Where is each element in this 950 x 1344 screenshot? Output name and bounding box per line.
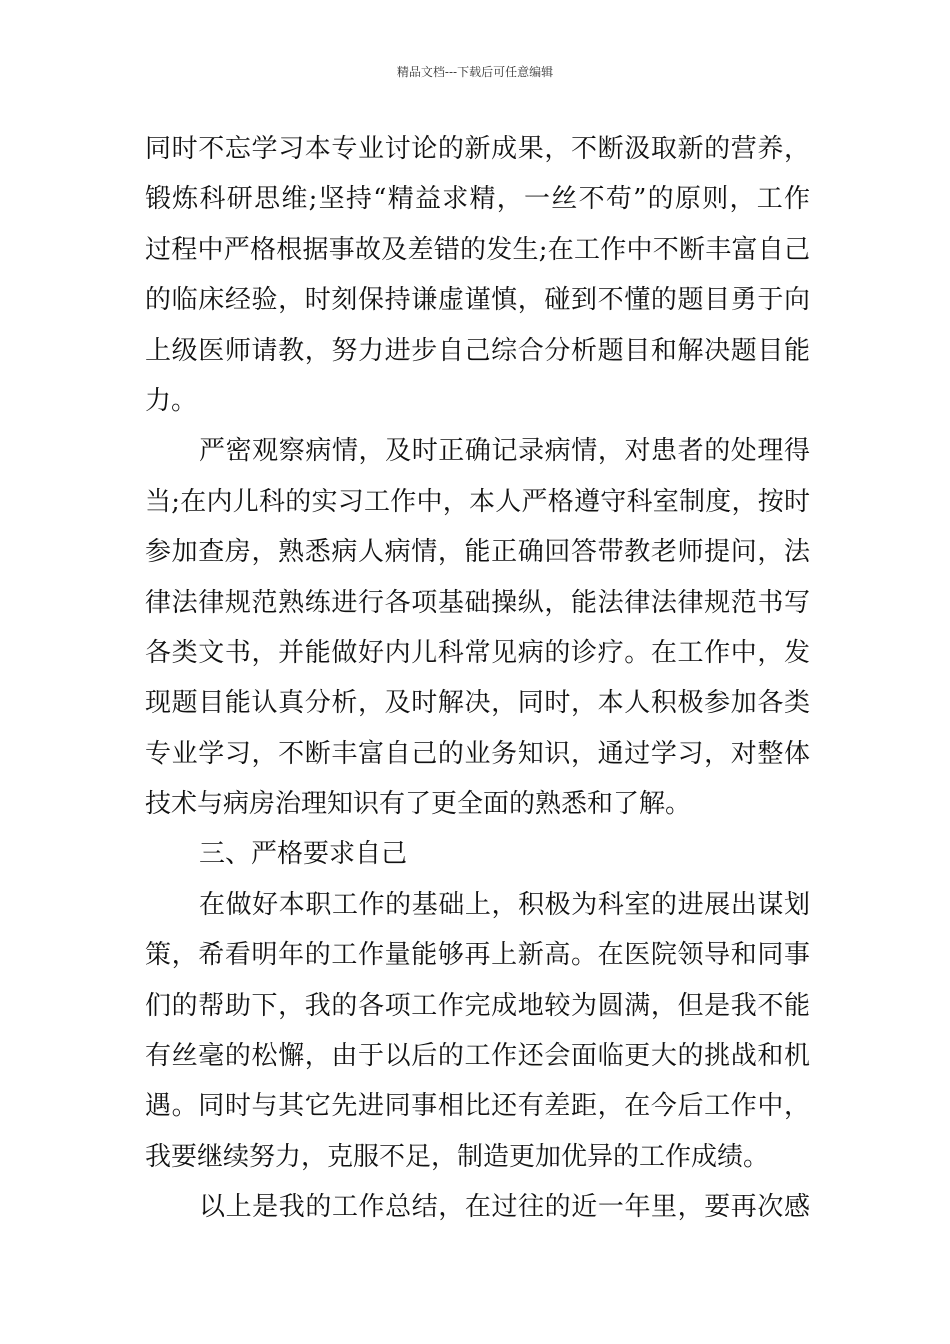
text-line: 技术与病房治理知识有了更全面的熟悉和了解。 (145, 789, 692, 820)
text-line: 律法律规范熟练进行各项基础操纵，能法律法律规范书写 (145, 587, 810, 618)
text-line: 专业学习，不断丰富自己的业务知识，通过学习，对整体 (145, 738, 810, 769)
text-line: 在做好本职工作的基础上，积极为科室的进展出谋划 (199, 889, 810, 920)
text-line: 力。 (145, 385, 198, 416)
text-line: 们的帮助下，我的各项工作完成地较为圆满，但是我不能 (145, 990, 810, 1021)
document-body (145, 124, 810, 1233)
text-line: 各类文书，并能做好内儿科常见病的诊疗。在工作中，发 (145, 637, 810, 668)
text-line: 严密观察病情，及时正确记录病情，对患者的处理得 (199, 436, 810, 467)
text-line: 以上是我的工作总结，在过往的近一年里，要再次感 (199, 1192, 810, 1223)
text-line: 遇。同时与其它先进同事相比还有差距，在今后工作中， (145, 1091, 810, 1122)
text-line: 的临床经验，时刻保持谦虚谨慎，碰到不懂的题目勇于向 (145, 285, 810, 316)
text-line: 策，希看明年的工作量能够再上新高。在医院领导和同事 (145, 940, 810, 971)
text-line: 同时不忘学习本专业讨论的新成果，不断汲取新的营养， (145, 134, 810, 164)
text-line: 现题目能认真分析，及时解决，同时，本人积极参加各类 (145, 688, 810, 719)
text-line: 三、严格要求自己 (199, 839, 408, 870)
text-line: 有丝毫的松懈，由于以后的工作还会面临更大的挑战和机 (145, 1041, 810, 1072)
text-line: 当;在内儿科的实习工作中，本人严格遵守科室制度，按时 (145, 486, 810, 517)
text-line: 锻炼科研思维;坚持“精益求精，一丝不苟”的原则，工作 (145, 184, 810, 215)
text-line: 我要继续努力，克服不足，制造更加优异的工作成绩。 (145, 1141, 770, 1172)
text-line: 过程中严格根据事故及差错的发生;在工作中不断丰富自己 (145, 234, 810, 265)
text-line: 参加查房，熟悉病人病情，能正确回答带教老师提问，法 (145, 537, 810, 568)
text-line: 上级医师请教，努力进步自己综合分析题目和解决题目能 (145, 335, 810, 366)
page-header: 精品文档---下载后可任意编辑 (396, 65, 554, 79)
